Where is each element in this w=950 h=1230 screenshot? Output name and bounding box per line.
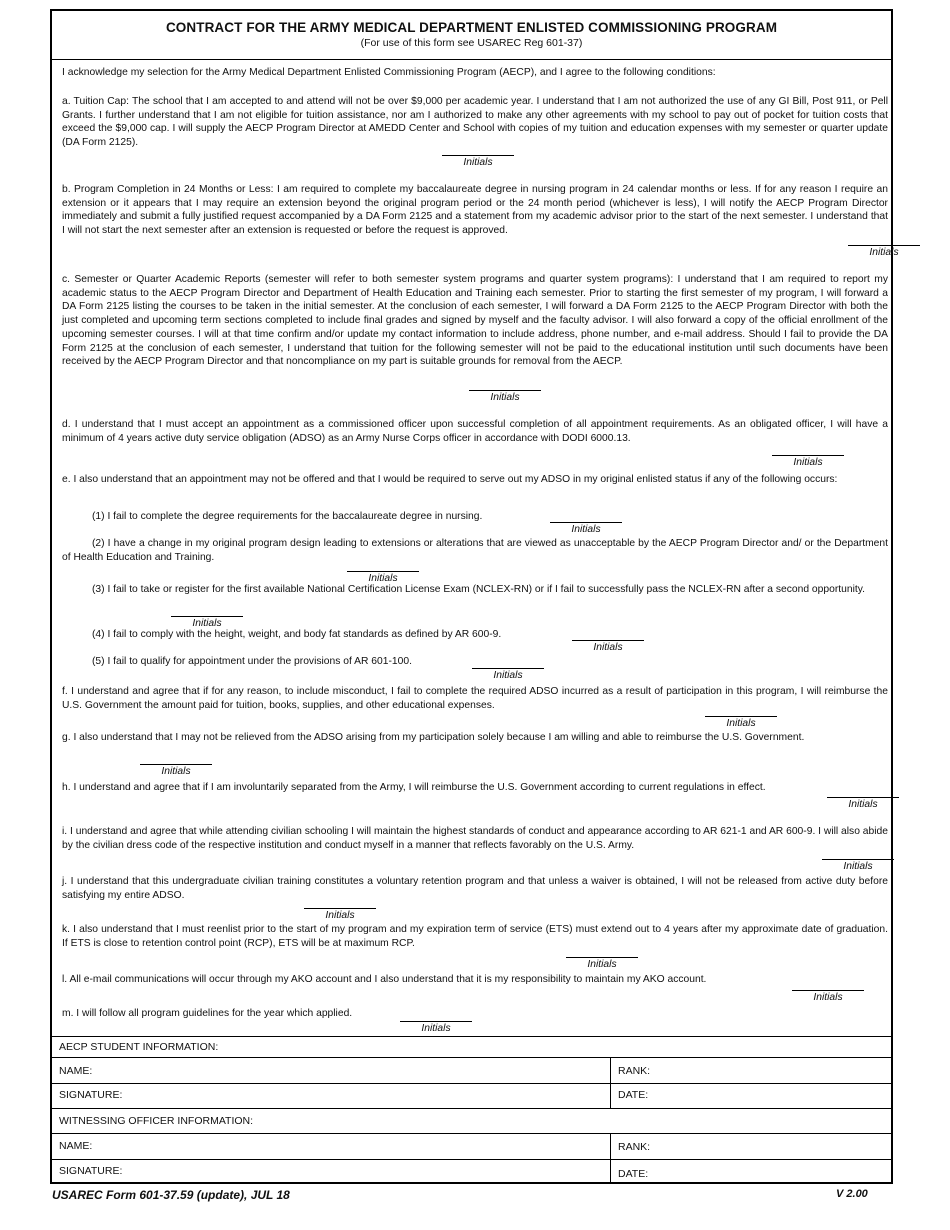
item-e4: (4) I fail to comply with the height, weight, and body fat standards as defined by AR 600-9. (92, 629, 502, 640)
student-info-heading: AECP STUDENT INFORMATION: (59, 1041, 219, 1053)
paragraph-f: f. I understand and agree that if for any reason, to include misconduct, I fail to complete the required ADSO incurred as a result of participation in this program, I will reimburse the U.S. Government the amount paid for tuition, books, supplies, and other educational expenses. (62, 686, 888, 711)
initials-f[interactable]: Initials (705, 716, 777, 729)
item-e3: (3) I fail to take or register for the first available National Certification License Exam (NCLEX-RN) or if I fail to successfully pass the NCLEX-RN after a second opportunity. (92, 584, 865, 595)
initials-e3[interactable]: Initials (171, 616, 243, 629)
form-title: CONTRACT FOR THE ARMY MEDICAL DEPARTMENT ENLISTED COMMISSIONING PROGRAM (165, 20, 778, 35)
student-name-field[interactable]: NAME: (59, 1065, 93, 1077)
column-divider (610, 1133, 611, 1184)
initials-d[interactable]: Initials (772, 455, 844, 468)
initials-i[interactable]: Initials (822, 859, 894, 872)
witness-name-field[interactable]: NAME: (59, 1140, 93, 1152)
paragraph-l: l. All e-mail communications will occur through my AKO account and I also understand that it is my responsibility to maintain my AKO account. (62, 974, 707, 985)
intro-text: I acknowledge my selection for the Army Medical Department Enlisted Commissioning Program (AECP), and I agree to the following conditions: (62, 67, 716, 78)
initials-l[interactable]: Initials (792, 990, 864, 1003)
initials-g[interactable]: Initials (140, 764, 212, 777)
divider (52, 1133, 891, 1134)
paragraph-d: d. I understand that I must accept an appointment as a commissioned officer upon successful completion of all appointment requirements. As an obligated officer, I will have a minimum of 4 years active duty service obligation (ADSO) as an Army Nurse Corps officer in accordance with DODI 6000.13. (62, 419, 888, 444)
paragraph-b: b. Program Completion in 24 Months or Less: I am required to complete my baccalaureate degree in nursing program in 24 calendar months or less. If for any reason I require an extension or it appears that I may require an extension beyond the original program period or the 24 month period (whichever is less), I will notify the AECP Program Director immediately and submit a fully justified request accompanied by a DA Form 2125 and a statement from my academic advisor prior to the start of the next semester. I understand that I will not start the next semester after an extension is requested or before the request is approved. (62, 184, 888, 237)
initials-e1[interactable]: Initials (550, 522, 622, 535)
witness-rank-field[interactable]: RANK: (618, 1141, 651, 1153)
form-subtitle: (For use of this form see USAREC Reg 601-37) (360, 37, 583, 49)
initials-k[interactable]: Initials (566, 957, 638, 970)
witness-info-heading: WITNESSING OFFICER INFORMATION: (59, 1115, 254, 1127)
initials-e5[interactable]: Initials (472, 668, 544, 681)
column-divider (610, 1057, 611, 1108)
witness-signature-field[interactable]: SIGNATURE: (59, 1165, 123, 1177)
paragraph-m: m. I will follow all program guidelines for the year which applied. (62, 1008, 353, 1019)
student-date-field[interactable]: DATE: (618, 1089, 649, 1101)
initials-e4[interactable]: Initials (572, 640, 644, 653)
initials-j[interactable]: Initials (304, 908, 376, 921)
item-e1: (1) I fail to complete the degree requirements for the baccalaureate degree in nursing. (92, 511, 483, 522)
divider (52, 1159, 891, 1160)
initials-b[interactable]: Initials (848, 245, 920, 258)
initials-h[interactable]: Initials (827, 797, 899, 810)
paragraph-g: g. I also understand that I may not be relieved from the ADSO arising from my participation solely because I am willing and able to reimburse the U.S. Government. (62, 732, 805, 743)
student-rank-field[interactable]: RANK: (618, 1065, 651, 1077)
initials-c[interactable]: Initials (469, 390, 541, 403)
divider (52, 1036, 891, 1037)
student-signature-field[interactable]: SIGNATURE: (59, 1089, 123, 1101)
contract-form (50, 9, 899, 1184)
paragraph-i: i. I understand and agree that while attending civilian schooling I will maintain the highest standards of conduct and appearance according to AR 621-1 and AR 600-9. I will also abide by the civilian dress code of the respective institution and conduct myself in a manner that reflects favorably on the U.S. Army. (62, 826, 888, 851)
initials-e2[interactable]: Initials (347, 571, 419, 584)
paragraph-j: j. I understand that this undergraduate civilian training constitutes a voluntary retention program and that unless a waiver is obtained, I will not be released from active duty before satisfying my entire ADSO. (62, 876, 888, 901)
item-e5: (5) I fail to qualify for appointment under the provisions of AR 601-100. (92, 656, 412, 667)
initials-a[interactable]: Initials (442, 155, 514, 168)
divider (52, 1057, 891, 1058)
paragraph-h: h. I understand and agree that if I am involuntarily separated from the Army, I will reimburse the U.S. Government according to current regulations in effect. (62, 782, 766, 793)
divider (52, 1083, 891, 1084)
item-e2: (2) I have a change in my original program design leading to extensions or alterations that are viewed as unacceptable by the AECP Program Director and/ or the Department of Health Education and Training. (62, 538, 888, 563)
initials-m[interactable]: Initials (400, 1021, 472, 1034)
paragraph-k: k. I also understand that I must reenlist prior to the start of my program and my expiration term of service (ETS) must extend out to 4 years after my approximate date of graduation. If ETS is close to retention control point (RCP), ETS will be at maximum RCP. (62, 924, 888, 949)
paragraph-c: c. Semester or Quarter Academic Reports (semester will refer to both semester system programs and quarter system programs): I understand that I am required to report my academic status to the AECP Program Director and Department of Health Education and Training each semester. Prior to starting the first semester of my program, I will forward a DA Form 2125 listing the courses to be taken in the initial semester. At the conclusion of each semester, I will forward a DA Form 2125 to the AECP Program Director with both the just completed and upcoming term sections completed to include final grades and signed by myself and the faculty advisor. I will also forward a copy of the official enrollment of the upcoming semester courses. I will at that time confirm and/or update my contact information to include address, phone number, and e-mail address. Should I fail to provide the DA Form 2125 at the conclusion of each semester, I understand that tuition for the following semester will not be paid to the educational institution until such documents have been received by the AECP Program Director and that noncompliance on my part is suitable grounds for removal from the AECP. (62, 274, 888, 368)
paragraph-a: a. Tuition Cap: The school that I am accepted to and attend will not be over $9,000 per academic year. I understand that I am not authorized the use of any GI Bill, Post 911, or Pell Grants. I further understand that I am not eligible for tuition assistance, nor am I authorized to make any other agreements with my school to pay out of pocket for tuition costs that exceed the $9,000 cap. I will supply the AECP Program Director at AMEDD Center and School with copies of my tuition and education expenses with my semester or quarter update (DA Form 2125). (62, 96, 888, 149)
form-id: USAREC Form 601-37.59 (update), JUL 18 (52, 1188, 290, 1202)
divider (52, 1108, 891, 1109)
form-header (52, 11, 891, 60)
form-version: V 2.00 (836, 1188, 868, 1200)
paragraph-e: e. I also understand that an appointment may not be offered and that I would be required to serve out my ADSO in my original enlisted status if any of the following occurs: (62, 474, 838, 485)
witness-date-field[interactable]: DATE: (618, 1168, 649, 1180)
